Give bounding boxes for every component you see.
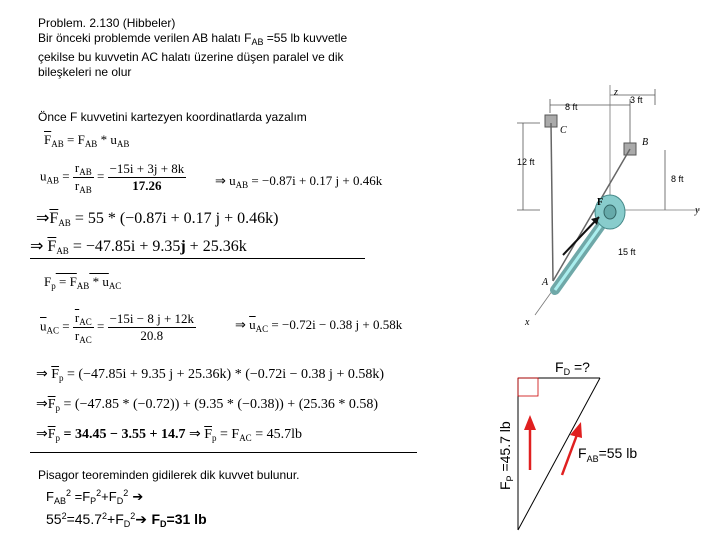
equation-fab-cartesian: ⇒ $\overline{F}_{AB} = -47.85i + 9.35j + 25.36k$ [30,236,247,256]
problem-line-1: Bir önceki problemde verilen AB halatı $F_{AB} =55$ lb kuvvetle [38,31,348,47]
equation-fp-result: $\Rightarrow\overline{F}_p = 34.45 - 3.55 + 14.7$ ⇒ $\overline{F}_p = F_{AC} = 45.7lb$ [36,426,302,443]
equation-fp-expand: $\Rightarrow\overline{F}_p = (-47.85 * (-0.72)) + (9.35 * (-0.38)) + (25.36 * 0.58)$ [36,396,379,413]
equation-fp-def: $F_p = F_{AB} * u_{AC}$ [44,274,122,291]
label-3ft: 3 ft [630,95,643,105]
right-angle-mark [518,378,538,396]
pythagoras-intro: Pisagor teoreminden gidilerek dik kuvvet bulunur. [38,468,300,482]
equation-uab-result: ⇒ $u_{AB} = -0.87i + 0.17$ j + 0.46k [215,173,383,190]
label-y: y [695,205,700,216]
equation-fp-dot: ⇒ $\overline{F}_p = (-47.85i + 9.35$ j + 25.36k) * (−0.72i − 0.38 j + 0.58k) [36,366,385,383]
step-1-text: Önce F kuvvetini kartezyen koordinatlarda yazalım [38,110,307,124]
label-fab: $F_{AB}=55$ lb [578,445,638,464]
label-x: x [525,317,530,328]
label-a: A [542,277,549,288]
problem-title: Problem. 2.130 (Hibbeler) [38,16,176,30]
equation-uab: $u_{AB}$ = $\frac{r_{AB}}{r_{AB}}$ = $\frac{-15i + 3j + 8k}{17.26}$ [40,160,185,195]
problem-line-2: çekilse bu kuvvetin AC halatı üzerine düşen paralel ve dik [38,50,344,64]
label-fd: $F_D$ =? [555,359,590,377]
pythagoras-solution: $55^2=45.7^2+F_D^2➔$ $F_D=31$ lb [46,511,207,529]
label-12ft: 12 ft [517,157,535,167]
label-f: F [597,197,604,208]
problem-line-3: bileşkeleri ne olur [38,65,132,79]
label-15ft: 15 ft [618,247,636,257]
pythagoras-formula: $F_{AB}^2 =F_P^2+F_D^2$ ➔ [46,488,144,506]
equation-fab-numeric: $\Rightarrow\overline{F}_{AB} = 55 * (-0.87i + 0.17$ j + 0.46k) [36,208,279,228]
problem-statement [38,16,418,80]
label-c: C [560,125,567,136]
separator-1 [30,258,365,259]
label-b: B [642,137,649,148]
label-z: z [614,87,618,98]
arrow-fab [562,432,578,475]
cable-pole-figure [505,85,715,335]
separator-2 [30,452,417,453]
equation-uac: $\overline{u}_{AC}$ = $\frac{\overline{r}_{AC}}{r_{AC}}$ = $\frac{-15i - 8 j + 12k}{20.8}$ [40,310,195,345]
cable-ac [551,123,553,281]
label-8ft-right: 8 ft [671,174,684,184]
equation-uac-result: ⇒ $\overline{u}_{AC} = -0.72i - 0.38$ j + 0.58k [235,317,403,334]
label-8ft-top: 8 ft [565,102,578,112]
label-fp: $F_P =45.7$ lb [497,421,515,490]
force-triangle [490,350,715,535]
equation-fab-def: $\overline{F}_{AB} = F_{AB} * u_{AB}$ [44,132,130,149]
